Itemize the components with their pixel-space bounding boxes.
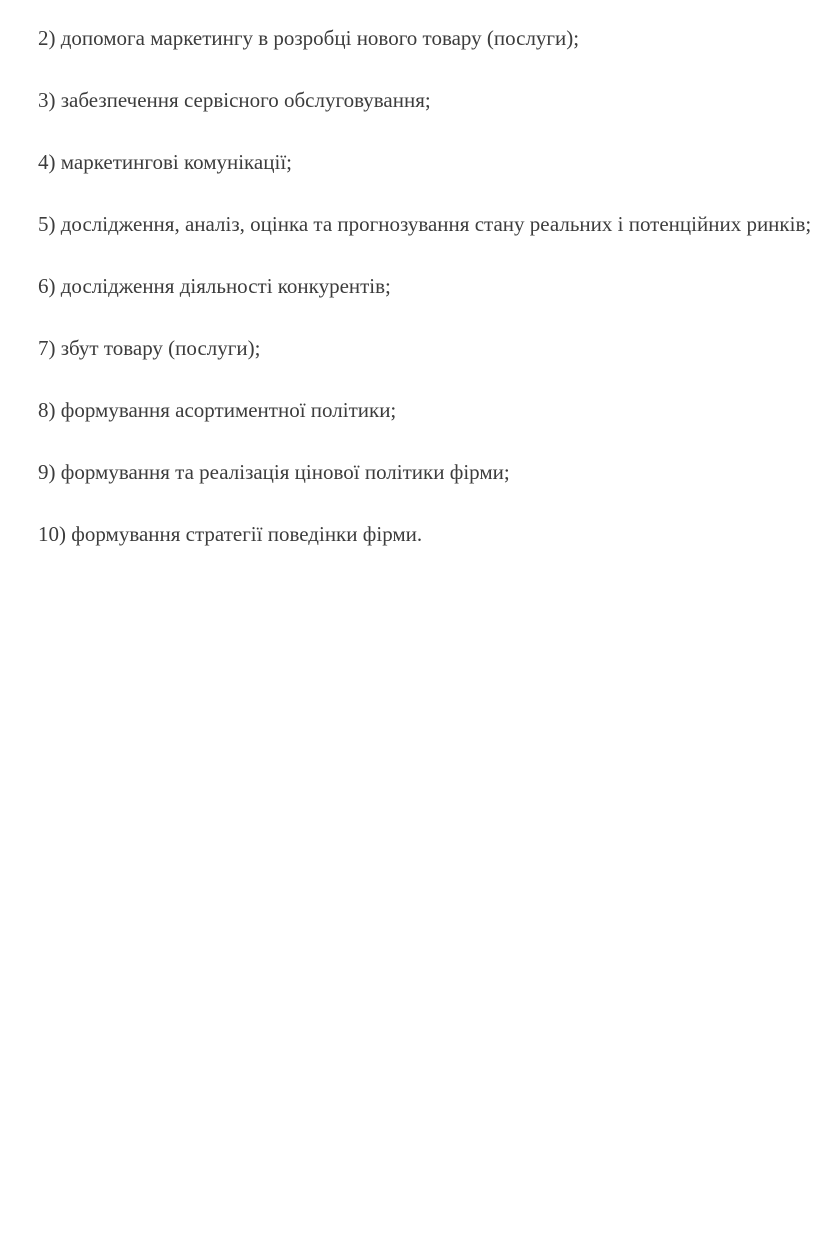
- list-item: 6) дослідження діяльності конкурентів;: [38, 274, 391, 298]
- list-item: 9) формування та реалізація цінової політики фірми;: [38, 460, 510, 484]
- list-item: 3) забезпечення сервісного обслуговування;: [38, 88, 431, 112]
- list-item: 2) допомога маркетингу в розробці нового товару (послуги);: [38, 26, 580, 50]
- list-item: 10) формування стратегії поведінки фірми.: [38, 522, 423, 546]
- list-item: 8) формування асортиментної політики;: [38, 398, 397, 422]
- list-item: 5) дослідження, аналіз, оцінка та прогнозування стану реальних і потенційних ринків;: [38, 212, 812, 236]
- list-item: 7) збут товару (послуги);: [38, 336, 261, 360]
- list-item: 4) маркетингові комунікації;: [38, 150, 292, 174]
